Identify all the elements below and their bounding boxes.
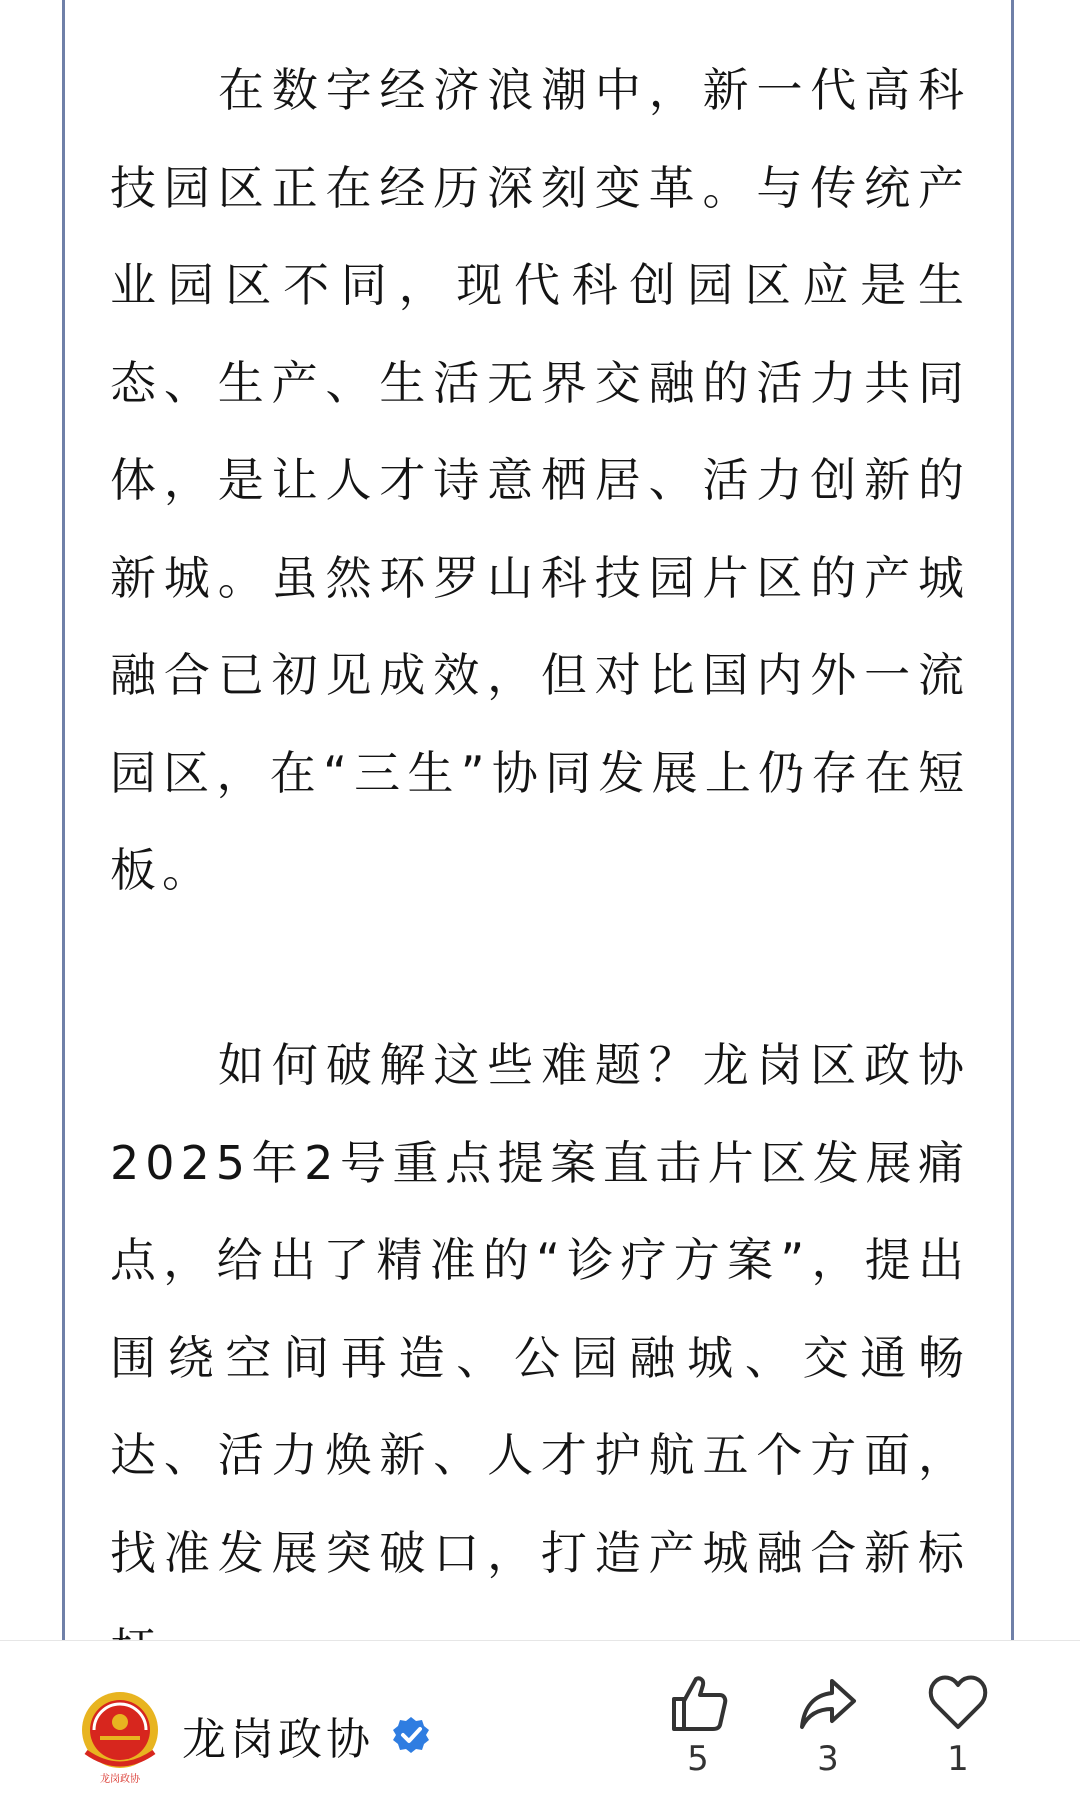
share-arrow-icon — [768, 1671, 888, 1735]
bottom-action-bar — [0, 1640, 1080, 1820]
verified-badge-icon — [391, 1715, 431, 1755]
like-count: 5 — [687, 1739, 709, 1779]
favorite-count: 1 — [947, 1739, 969, 1779]
favorite-button[interactable] — [898, 1671, 1018, 1801]
thumbs-up-icon — [638, 1671, 758, 1735]
article-content — [62, 0, 1014, 1640]
svg-text:龙岗政协: 龙岗政协 — [100, 1774, 140, 1785]
like-button[interactable] — [638, 1671, 758, 1801]
share-button[interactable] — [768, 1671, 888, 1801]
account-name[interactable]: 龙岗政协 — [182, 1714, 374, 1765]
article-paragraph: 如何破解这些难题？龙岗区政协2025年2号重点提案直击片区发展痛点，给出了精准的“诊疗方案”，提出围绕空间再造、公园融城、交通畅达、活力焕新、人才护航五个方面，找准发展突破口，打造产城融合新标 — [110, 1038, 970, 1580]
article-paragraph: 在数字经济浪潮中，新一代高科技园区正在经历深刻变革。与传统产业园区不同，现代科创园区应是生态、生产、生活无界交融的活力共同体，是让人才诗意栖居、活力创新的新城。虽然环罗山科技园片区的产城融合已初见成效，但对比国内外一流园区，在“三生”协同发展上仍存在短板。 — [110, 63, 970, 897]
heart-icon — [898, 1671, 1018, 1735]
cppcc-emblem-icon[interactable] — [70, 1686, 170, 1786]
share-count: 3 — [817, 1739, 839, 1779]
